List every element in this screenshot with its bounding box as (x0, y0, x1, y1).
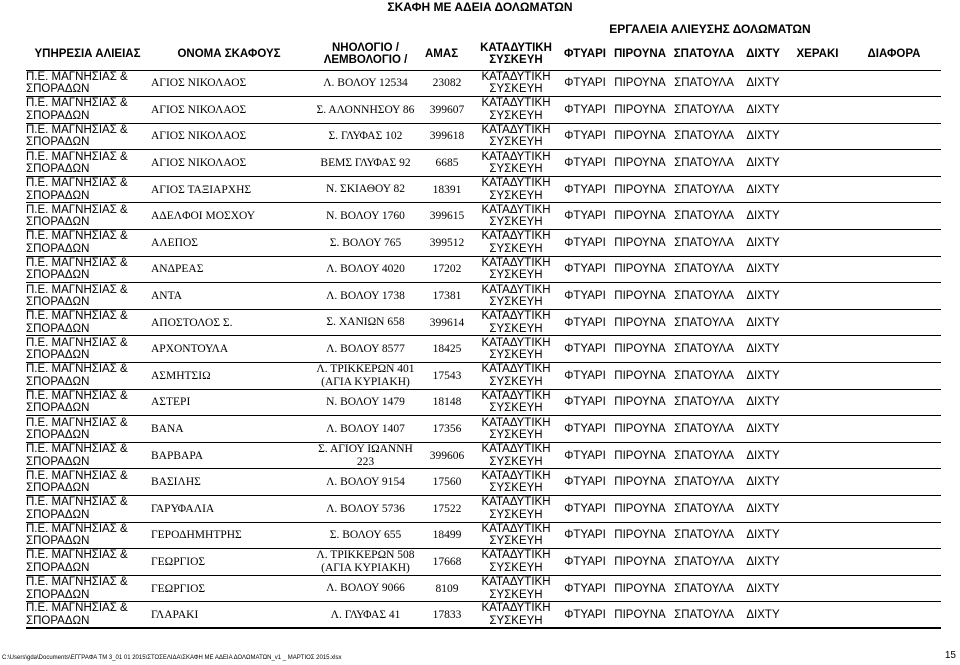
cell-category: ΚΑΤΑΔΥΤΙΚΗ ΣΥΣΚΕΥΗ (472, 416, 560, 443)
cell-tool-fork: ΠΙΡΟΥΝΑ (610, 549, 670, 576)
cell-vessel-name: ΒΑΝΑ (149, 416, 309, 443)
cell-tool-spatula: ΣΠΑΤΟΥΛΑ (670, 389, 738, 416)
header-vessel-name: ΟΝΟΜΑ ΣΚΑΦΟΥΣ (149, 39, 309, 70)
cell-tool-handle (788, 176, 847, 203)
cell-service: Π.Ε. ΜΑΓΝΗΣΙΑΣ & ΣΠΟΡΑΔΩΝ (26, 389, 149, 416)
cell-service: Π.Ε. ΜΑΓΝΗΣΙΑΣ & ΣΠΟΡΑΔΩΝ (26, 176, 149, 203)
cell-tool-net: ΔΙΧΤΥ (738, 363, 788, 390)
cell-category: ΚΑΤΑΔΥΤΙΚΗ ΣΥΣΚΕΥΗ (472, 150, 560, 177)
cell-tool-handle (788, 549, 847, 576)
cell-tool-other (847, 363, 941, 390)
cell-tool-spatula: ΣΠΑΤΟΥΛΑ (670, 522, 738, 549)
cell-tool-other (847, 230, 941, 257)
cell-service: Π.Ε. ΜΑΓΝΗΣΙΑΣ & ΣΠΟΡΑΔΩΝ (26, 70, 149, 97)
cell-category: ΚΑΤΑΔΥΤΙΚΗ ΣΥΣΚΕΥΗ (472, 176, 560, 203)
table-row (26, 203, 941, 230)
cell-category: ΚΑΤΑΔΥΤΙΚΗ ΣΥΣΚΕΥΗ (472, 363, 560, 390)
cell-port: ΒΕΜΣ ΓΛΥΦΑΣ 92 (309, 150, 422, 177)
table-row (26, 309, 941, 336)
table-row (26, 575, 941, 602)
cell-tool-spatula: ΣΠΑΤΟΥΛΑ (670, 203, 738, 230)
cell-tool-shovel: ΦΤΥΑΡΙ (560, 203, 610, 230)
cell-tool-handle (788, 123, 847, 150)
cell-tool-spatula: ΣΠΑΤΟΥΛΑ (670, 602, 738, 629)
cell-tool-net: ΔΙΧΤΥ (738, 203, 788, 230)
cell-vessel-name: ΒΑΡΒΑΡΑ (149, 442, 309, 469)
cell-tool-other (847, 150, 941, 177)
cell-service: Π.Ε. ΜΑΓΝΗΣΙΑΣ & ΣΠΟΡΑΔΩΝ (26, 575, 149, 602)
cell-port: Σ. ΑΓΙΟΥ ΙΩΑΝΝΗ 223 (309, 442, 422, 469)
cell-tool-spatula: ΣΠΑΤΟΥΛΑ (670, 123, 738, 150)
cell-category: ΚΑΤΑΔΥΤΙΚΗ ΣΥΣΚΕΥΗ (472, 469, 560, 496)
cell-category: ΚΑΤΑΔΥΤΙΚΗ ΣΥΣΚΕΥΗ (472, 70, 560, 97)
header-row (26, 39, 941, 70)
cell-tool-other (847, 176, 941, 203)
cell-vessel-name: ΑΓΙΟΣ ΝΙΚΟΛΑΟΣ (149, 97, 309, 124)
cell-tool-other (847, 309, 941, 336)
cell-port: Λ. ΒΟΛΟΥ 1738 (309, 283, 422, 310)
cell-tool-other (847, 522, 941, 549)
cell-tool-shovel: ΦΤΥΑΡΙ (560, 575, 610, 602)
cell-vessel-name: ΑΠΟΣΤΟΛΟΣ Σ. (149, 309, 309, 336)
cell-tool-spatula: ΣΠΑΤΟΥΛΑ (670, 70, 738, 97)
cell-amas: 399606 (422, 442, 472, 469)
table-row (26, 97, 941, 124)
cell-tool-spatula: ΣΠΑΤΟΥΛΑ (670, 549, 738, 576)
cell-tool-fork: ΠΙΡΟΥΝΑ (610, 336, 670, 363)
cell-tool-net: ΔΙΧΤΥ (738, 522, 788, 549)
cell-amas: 17202 (422, 256, 472, 283)
cell-amas: 399607 (422, 97, 472, 124)
cell-service: Π.Ε. ΜΑΓΝΗΣΙΑΣ & ΣΠΟΡΑΔΩΝ (26, 442, 149, 469)
cell-amas: 17356 (422, 416, 472, 443)
table-row (26, 70, 941, 97)
cell-vessel-name: ΓΕΩΡΓΙΟΣ (149, 549, 309, 576)
cell-tool-net: ΔΙΧΤΥ (738, 123, 788, 150)
cell-vessel-name: ΑΓΙΟΣ ΤΑΞΙΑΡΧΗΣ (149, 176, 309, 203)
cell-tool-fork: ΠΙΡΟΥΝΑ (610, 363, 670, 390)
cell-tool-spatula: ΣΠΑΤΟΥΛΑ (670, 176, 738, 203)
cell-service: Π.Ε. ΜΑΓΝΗΣΙΑΣ & ΣΠΟΡΑΔΩΝ (26, 283, 149, 310)
cell-tool-other (847, 70, 941, 97)
cell-service: Π.Ε. ΜΑΓΝΗΣΙΑΣ & ΣΠΟΡΑΔΩΝ (26, 416, 149, 443)
cell-tool-other (847, 283, 941, 310)
cell-vessel-name: ΓΑΡΥΦΑΛΙΑ (149, 496, 309, 523)
cell-service: Π.Ε. ΜΑΓΝΗΣΙΑΣ & ΣΠΟΡΑΔΩΝ (26, 97, 149, 124)
cell-tool-fork: ΠΙΡΟΥΝΑ (610, 97, 670, 124)
cell-tool-shovel: ΦΤΥΑΡΙ (560, 176, 610, 203)
cell-tool-shovel: ΦΤΥΑΡΙ (560, 123, 610, 150)
cell-tool-handle (788, 309, 847, 336)
cell-vessel-name: ΑΡΧΟΝΤΟΥΛΑ (149, 336, 309, 363)
cell-tool-net: ΔΙΧΤΥ (738, 496, 788, 523)
cell-tool-shovel: ΦΤΥΑΡΙ (560, 256, 610, 283)
cell-tool-other (847, 203, 941, 230)
cell-tool-net: ΔΙΧΤΥ (738, 416, 788, 443)
cell-port: Λ. ΤΡΙΚΚΕΡΩΝ 401 (ΑΓΙΑ ΚΥΡΙΑΚΗ) (309, 363, 422, 390)
cell-category: ΚΑΤΑΔΥΤΙΚΗ ΣΥΣΚΕΥΗ (472, 230, 560, 257)
table-row (26, 363, 941, 390)
cell-tool-fork: ΠΙΡΟΥΝΑ (610, 256, 670, 283)
cell-tool-fork: ΠΙΡΟΥΝΑ (610, 522, 670, 549)
cell-service: Π.Ε. ΜΑΓΝΗΣΙΑΣ & ΣΠΟΡΑΔΩΝ (26, 309, 149, 336)
cell-vessel-name: ΑΣΤΕΡΙ (149, 389, 309, 416)
cell-tool-shovel: ΦΤΥΑΡΙ (560, 602, 610, 629)
cell-port: Σ. ΒΟΛΟΥ 765 (309, 230, 422, 257)
cell-tool-net: ΔΙΧΤΥ (738, 283, 788, 310)
cell-amas: 17833 (422, 602, 472, 629)
header-tool-shovel: ΦΤΥΑΡΙ (560, 39, 610, 70)
cell-tool-net: ΔΙΧΤΥ (738, 97, 788, 124)
header-service: ΥΠΗΡΕΣΙΑ ΑΛΙΕΙΑΣ (26, 39, 149, 70)
header-amas: ΑΜΑΣ (422, 39, 472, 70)
cell-port: Σ. ΒΟΛΟΥ 655 (309, 522, 422, 549)
cell-tool-handle (788, 496, 847, 523)
cell-tool-spatula: ΣΠΑΤΟΥΛΑ (670, 336, 738, 363)
cell-tool-fork: ΠΙΡΟΥΝΑ (610, 496, 670, 523)
table-row (26, 256, 941, 283)
table-row (26, 336, 941, 363)
cell-vessel-name: ΑΝΤΑ (149, 283, 309, 310)
cell-service: Π.Ε. ΜΑΓΝΗΣΙΑΣ & ΣΠΟΡΑΔΩΝ (26, 522, 149, 549)
cell-port: Σ. ΑΛΟΝΝΗΣΟΥ 86 (309, 97, 422, 124)
cell-tool-handle (788, 389, 847, 416)
cell-service: Π.Ε. ΜΑΓΝΗΣΙΑΣ & ΣΠΟΡΑΔΩΝ (26, 549, 149, 576)
cell-port: Λ. ΒΟΛΟΥ 12534 (309, 70, 422, 97)
cell-vessel-name: ΓΛΑΡΑΚΙ (149, 602, 309, 629)
header-category: ΚΑΤΑΔΥΤΙΚΗ ΣΥΣΚΕΥΗ (472, 39, 560, 70)
cell-tool-shovel: ΦΤΥΑΡΙ (560, 336, 610, 363)
cell-vessel-name: ΒΑΣΙΛΗΣ (149, 469, 309, 496)
cell-tool-fork: ΠΙΡΟΥΝΑ (610, 469, 670, 496)
cell-port: Λ. ΒΟΛΟΥ 4020 (309, 256, 422, 283)
cell-port: Ν. ΒΟΛΟΥ 1760 (309, 203, 422, 230)
cell-tool-shovel: ΦΤΥΑΡΙ (560, 363, 610, 390)
cell-tool-shovel: ΦΤΥΑΡΙ (560, 469, 610, 496)
cell-tool-other (847, 416, 941, 443)
cell-category: ΚΑΤΑΔΥΤΙΚΗ ΣΥΣΚΕΥΗ (472, 123, 560, 150)
cell-tool-other (847, 389, 941, 416)
cell-tool-shovel: ΦΤΥΑΡΙ (560, 150, 610, 177)
cell-tool-handle (788, 416, 847, 443)
cell-category: ΚΑΤΑΔΥΤΙΚΗ ΣΥΣΚΕΥΗ (472, 283, 560, 310)
cell-category: ΚΑΤΑΔΥΤΙΚΗ ΣΥΣΚΕΥΗ (472, 97, 560, 124)
cell-tool-shovel: ΦΤΥΑΡΙ (560, 97, 610, 124)
cell-amas: 18148 (422, 389, 472, 416)
cell-tool-net: ΔΙΧΤΥ (738, 70, 788, 97)
cell-tool-net: ΔΙΧΤΥ (738, 150, 788, 177)
cell-tool-handle (788, 575, 847, 602)
cell-port: Ν. ΒΟΛΟΥ 1479 (309, 389, 422, 416)
cell-tool-net: ΔΙΧΤΥ (738, 336, 788, 363)
cell-tool-spatula: ΣΠΑΤΟΥΛΑ (670, 309, 738, 336)
cell-tool-net: ΔΙΧΤΥ (738, 549, 788, 576)
cell-tool-other (847, 442, 941, 469)
cell-category: ΚΑΤΑΔΥΤΙΚΗ ΣΥΣΚΕΥΗ (472, 575, 560, 602)
cell-tool-shovel: ΦΤΥΑΡΙ (560, 389, 610, 416)
cell-service: Π.Ε. ΜΑΓΝΗΣΙΑΣ & ΣΠΟΡΑΔΩΝ (26, 256, 149, 283)
cell-tool-spatula: ΣΠΑΤΟΥΛΑ (670, 256, 738, 283)
cell-tool-net: ΔΙΧΤΥ (738, 442, 788, 469)
cell-vessel-name: ΑΝΔΡΕΑΣ (149, 256, 309, 283)
cell-tool-net: ΔΙΧΤΥ (738, 389, 788, 416)
cell-tool-shovel: ΦΤΥΑΡΙ (560, 496, 610, 523)
cell-port: Λ. ΒΟΛΟΥ 8577 (309, 336, 422, 363)
cell-tool-other (847, 549, 941, 576)
cell-tool-net: ΔΙΧΤΥ (738, 230, 788, 257)
cell-amas: 18391 (422, 176, 472, 203)
cell-tool-handle (788, 283, 847, 310)
table-row (26, 389, 941, 416)
table-row (26, 150, 941, 177)
cell-tool-spatula: ΣΠΑΤΟΥΛΑ (670, 469, 738, 496)
table-row (26, 416, 941, 443)
cell-tool-handle (788, 203, 847, 230)
cell-service: Π.Ε. ΜΑΓΝΗΣΙΑΣ & ΣΠΟΡΑΔΩΝ (26, 230, 149, 257)
cell-amas: 17381 (422, 283, 472, 310)
cell-tool-fork: ΠΙΡΟΥΝΑ (610, 389, 670, 416)
header-port: ΝΗΟΛΟΓΙΟ / ΛΕΜΒΟΛΟΓΙΟ / (309, 39, 422, 70)
header-tool-net: ΔΙΧΤΥ (738, 39, 788, 70)
cell-category: ΚΑΤΑΔΥΤΙΚΗ ΣΥΣΚΕΥΗ (472, 256, 560, 283)
cell-service: Π.Ε. ΜΑΓΝΗΣΙΑΣ & ΣΠΟΡΑΔΩΝ (26, 496, 149, 523)
cell-tool-shovel: ΦΤΥΑΡΙ (560, 549, 610, 576)
cell-tool-handle (788, 150, 847, 177)
cell-tool-fork: ΠΙΡΟΥΝΑ (610, 176, 670, 203)
cell-tool-shovel: ΦΤΥΑΡΙ (560, 283, 610, 310)
cell-tool-net: ΔΙΧΤΥ (738, 575, 788, 602)
cell-service: Π.Ε. ΜΑΓΝΗΣΙΑΣ & ΣΠΟΡΑΔΩΝ (26, 363, 149, 390)
cell-service: Π.Ε. ΜΑΓΝΗΣΙΑΣ & ΣΠΟΡΑΔΩΝ (26, 150, 149, 177)
cell-port: Λ. ΓΛΥΦΑΣ 41 (309, 602, 422, 629)
cell-category: ΚΑΤΑΔΥΤΙΚΗ ΣΥΣΚΕΥΗ (472, 602, 560, 629)
table-row (26, 496, 941, 523)
cell-vessel-name: ΓΕΡΟΔΗΜΗΤΡΗΣ (149, 522, 309, 549)
cell-tool-fork: ΠΙΡΟΥΝΑ (610, 309, 670, 336)
cell-tool-shovel: ΦΤΥΑΡΙ (560, 309, 610, 336)
cell-amas: 399512 (422, 230, 472, 257)
cell-tool-fork: ΠΙΡΟΥΝΑ (610, 70, 670, 97)
cell-tool-handle (788, 522, 847, 549)
cell-tool-shovel: ΦΤΥΑΡΙ (560, 522, 610, 549)
table-row (26, 442, 941, 469)
file-path-footer: C:\Users\gda\Documents\ΕΓΓΡΑΦΑ ΤΜ 3_01 01 2015\ΣΤΟΣΕΛΙΔΑ\ΣΚΑΦΗ ΜΕ ΑΔΕΙΑ ΔΟΛΩΜΑΤΩΝ_v1 _ ΜΑΡΤΙΟΣ 2015.xlsx (2, 655, 342, 661)
cell-tool-fork: ΠΙΡΟΥΝΑ (610, 575, 670, 602)
cell-tool-fork: ΠΙΡΟΥΝΑ (610, 150, 670, 177)
table-row (26, 549, 941, 576)
cell-tool-net: ΔΙΧΤΥ (738, 256, 788, 283)
cell-tool-net: ΔΙΧΤΥ (738, 469, 788, 496)
cell-tool-shovel: ΦΤΥΑΡΙ (560, 70, 610, 97)
cell-category: ΚΑΤΑΔΥΤΙΚΗ ΣΥΣΚΕΥΗ (472, 336, 560, 363)
cell-tool-spatula: ΣΠΑΤΟΥΛΑ (670, 283, 738, 310)
cell-tool-spatula: ΣΠΑΤΟΥΛΑ (670, 442, 738, 469)
cell-tool-spatula: ΣΠΑΤΟΥΛΑ (670, 496, 738, 523)
cell-category: ΚΑΤΑΔΥΤΙΚΗ ΣΥΣΚΕΥΗ (472, 549, 560, 576)
cell-amas: 23082 (422, 70, 472, 97)
cell-amas: 17560 (422, 469, 472, 496)
cell-tool-fork: ΠΙΡΟΥΝΑ (610, 416, 670, 443)
table-row (26, 176, 941, 203)
cell-tool-handle (788, 602, 847, 629)
cell-tool-other (847, 469, 941, 496)
cell-port: Λ. ΒΟΛΟΥ 9066 (309, 575, 422, 602)
cell-tool-spatula: ΣΠΑΤΟΥΛΑ (670, 575, 738, 602)
cell-tool-fork: ΠΙΡΟΥΝΑ (610, 123, 670, 150)
cell-tool-handle (788, 97, 847, 124)
cell-tool-spatula: ΣΠΑΤΟΥΛΑ (670, 97, 738, 124)
cell-tool-other (847, 602, 941, 629)
table-row (26, 123, 941, 150)
cell-tool-spatula: ΣΠΑΤΟΥΛΑ (670, 230, 738, 257)
table-row (26, 283, 941, 310)
cell-vessel-name: ΑΓΙΟΣ ΝΙΚΟΛΑΟΣ (149, 150, 309, 177)
cell-port: Λ. ΒΟΛΟΥ 1407 (309, 416, 422, 443)
table-row (26, 230, 941, 257)
table-row (26, 522, 941, 549)
cell-tool-other (847, 123, 941, 150)
cell-tool-other (847, 336, 941, 363)
tools-group-header: ΕΡΓΑΛΕΙΑ ΑΛΙΕΥΣΗΣ ΔΟΛΩΜΑΤΩΝ (609, 22, 811, 36)
cell-vessel-name: ΑΓΙΟΣ ΝΙΚΟΛΑΟΣ (149, 123, 309, 150)
cell-port: Σ. ΧΑΝΙΩΝ 658 (309, 309, 422, 336)
cell-port: Ν. ΣΚΙΑΘΟΥ 82 (309, 176, 422, 203)
header-tool-handle: ΧΕΡΑΚΙ (788, 39, 847, 70)
cell-category: ΚΑΤΑΔΥΤΙΚΗ ΣΥΣΚΕΥΗ (472, 496, 560, 523)
cell-tool-spatula: ΣΠΑΤΟΥΛΑ (670, 363, 738, 390)
cell-tool-spatula: ΣΠΑΤΟΥΛΑ (670, 150, 738, 177)
cell-category: ΚΑΤΑΔΥΤΙΚΗ ΣΥΣΚΕΥΗ (472, 203, 560, 230)
cell-tool-handle (788, 442, 847, 469)
cell-amas: 399614 (422, 309, 472, 336)
cell-amas: 17668 (422, 549, 472, 576)
cell-service: Π.Ε. ΜΑΓΝΗΣΙΑΣ & ΣΠΟΡΑΔΩΝ (26, 469, 149, 496)
header-tool-other: ΔΙΑΦΟΡΑ (847, 39, 941, 70)
cell-tool-fork: ΠΙΡΟΥΝΑ (610, 230, 670, 257)
cell-tool-handle (788, 256, 847, 283)
cell-tool-spatula: ΣΠΑΤΟΥΛΑ (670, 416, 738, 443)
cell-vessel-name: ΑΔΕΛΦΟΙ ΜΟΣΧΟΥ (149, 203, 309, 230)
table-row (26, 469, 941, 496)
cell-category: ΚΑΤΑΔΥΤΙΚΗ ΣΥΣΚΕΥΗ (472, 389, 560, 416)
cell-tool-fork: ΠΙΡΟΥΝΑ (610, 203, 670, 230)
cell-tool-fork: ΠΙΡΟΥΝΑ (610, 283, 670, 310)
page-title: ΣΚΑΦΗ ΜΕ ΑΔΕΙΑ ΔΟΛΩΜΑΤΩΝ (387, 0, 573, 14)
page-number: 15 (944, 650, 956, 661)
cell-vessel-name: ΑΓΙΟΣ ΝΙΚΟΛΑΟΣ (149, 70, 309, 97)
cell-tool-fork: ΠΙΡΟΥΝΑ (610, 602, 670, 629)
cell-port: Λ. ΒΟΛΟΥ 9154 (309, 469, 422, 496)
cell-amas: 17543 (422, 363, 472, 390)
cell-port: Σ. ΓΛΥΦΑΣ 102 (309, 123, 422, 150)
vessels-table (26, 39, 941, 629)
cell-vessel-name: ΑΣΜΗΤΣΙΩ (149, 363, 309, 390)
cell-tool-net: ΔΙΧΤΥ (738, 602, 788, 629)
cell-amas: 18499 (422, 522, 472, 549)
cell-amas: 6685 (422, 150, 472, 177)
cell-tool-handle (788, 336, 847, 363)
cell-tool-handle (788, 469, 847, 496)
cell-amas: 8109 (422, 575, 472, 602)
cell-amas: 18425 (422, 336, 472, 363)
cell-tool-handle (788, 70, 847, 97)
cell-tool-shovel: ΦΤΥΑΡΙ (560, 230, 610, 257)
cell-category: ΚΑΤΑΔΥΤΙΚΗ ΣΥΣΚΕΥΗ (472, 522, 560, 549)
cell-tool-handle (788, 230, 847, 257)
cell-tool-net: ΔΙΧΤΥ (738, 176, 788, 203)
cell-tool-shovel: ΦΤΥΑΡΙ (560, 416, 610, 443)
cell-tool-other (847, 575, 941, 602)
cell-tool-net: ΔΙΧΤΥ (738, 309, 788, 336)
cell-tool-handle (788, 363, 847, 390)
cell-amas: 17522 (422, 496, 472, 523)
cell-service: Π.Ε. ΜΑΓΝΗΣΙΑΣ & ΣΠΟΡΑΔΩΝ (26, 336, 149, 363)
header-tool-fork: ΠΙΡΟΥΝΑ (610, 39, 670, 70)
table-row (26, 602, 941, 629)
cell-tool-shovel: ΦΤΥΑΡΙ (560, 442, 610, 469)
cell-amas: 399615 (422, 203, 472, 230)
cell-vessel-name: ΑΛΕΠΟΣ (149, 230, 309, 257)
cell-port: Λ. ΤΡΙΚΚΕΡΩΝ 508 (ΑΓΙΑ ΚΥΡΙΑΚΗ) (309, 549, 422, 576)
cell-port: Λ. ΒΟΛΟΥ 5736 (309, 496, 422, 523)
cell-tool-fork: ΠΙΡΟΥΝΑ (610, 442, 670, 469)
cell-amas: 399618 (422, 123, 472, 150)
cell-category: ΚΑΤΑΔΥΤΙΚΗ ΣΥΣΚΕΥΗ (472, 309, 560, 336)
cell-tool-other (847, 256, 941, 283)
cell-tool-other (847, 97, 941, 124)
cell-tool-other (847, 496, 941, 523)
cell-vessel-name: ΓΕΩΡΓΙΟΣ (149, 575, 309, 602)
cell-service: Π.Ε. ΜΑΓΝΗΣΙΑΣ & ΣΠΟΡΑΔΩΝ (26, 123, 149, 150)
cell-service: Π.Ε. ΜΑΓΝΗΣΙΑΣ & ΣΠΟΡΑΔΩΝ (26, 602, 149, 629)
cell-service: Π.Ε. ΜΑΓΝΗΣΙΑΣ & ΣΠΟΡΑΔΩΝ (26, 203, 149, 230)
cell-category: ΚΑΤΑΔΥΤΙΚΗ ΣΥΣΚΕΥΗ (472, 442, 560, 469)
table-body (26, 70, 941, 628)
header-tool-spatula: ΣΠΑΤΟΥΛΑ (670, 39, 738, 70)
